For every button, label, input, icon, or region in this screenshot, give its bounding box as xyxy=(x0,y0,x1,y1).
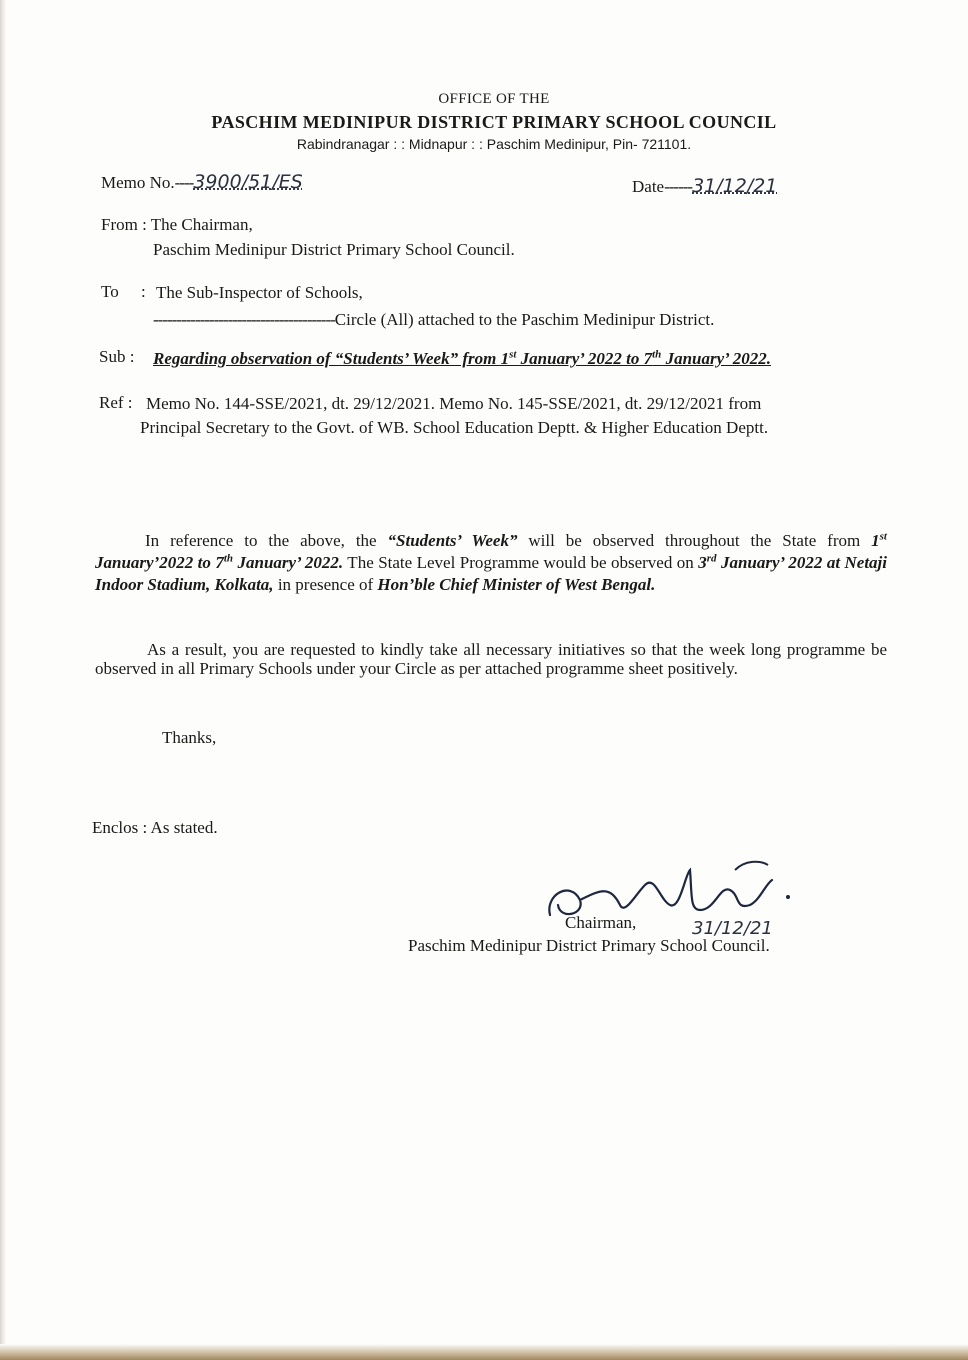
p1-e-sup: th xyxy=(223,552,234,565)
memo-line xyxy=(101,171,303,193)
p1-f: January’ 2022. xyxy=(233,553,344,572)
memo-number: 3900/51/ES xyxy=(193,171,303,193)
memo-label: Memo No. xyxy=(101,173,175,192)
subject-sup-a: st xyxy=(509,348,517,361)
p1-j: in presence of xyxy=(273,575,378,594)
p1-students-week: “Students’ Week” xyxy=(387,531,518,550)
thanks-text: Thanks, xyxy=(162,728,217,747)
p1-d: 1 xyxy=(871,531,880,550)
subject-part-c: January’ 2022. xyxy=(661,349,772,368)
date-label: Date xyxy=(632,177,665,196)
subject-text xyxy=(153,349,771,369)
p1-i: January’ 2022 at Netaji Indoor Stadium, Kolkata, xyxy=(95,553,887,594)
p1-h: 3 xyxy=(698,553,707,572)
date-dots: ------ xyxy=(664,177,693,196)
header-office-of-the: OFFICE OF THE xyxy=(438,91,550,107)
p1-g: The State Level Programme would be observed on xyxy=(343,553,699,572)
to-line1: The Sub-Inspector of Schools, xyxy=(156,283,363,302)
p1-h-sup: rd xyxy=(706,552,717,565)
subject-part-b: January’ 2022 to 7 xyxy=(516,349,653,368)
p1-chief-minister: Hon’ble Chief Minister of West Bengal. xyxy=(377,575,656,594)
to-label: To xyxy=(101,282,119,301)
memo-dots: ---- xyxy=(174,173,194,192)
body-paragraph-2: As a result, you are requested to kindly take all necessary initiatives so that the week long programme be observed in all Primary Schools under your Circle as per attached programme sheet positively. xyxy=(95,640,887,678)
date-line xyxy=(632,175,777,197)
to-colon: : xyxy=(141,282,146,301)
signature-council: Paschim Medinipur District Primary School Council. xyxy=(408,936,770,955)
subject-sup-b: th xyxy=(652,348,662,361)
header-council-name: PASCHIM MEDINIPUR DISTRICT PRIMARY SCHOOL COUNCIL xyxy=(211,112,777,132)
page-bottom-edge xyxy=(0,1344,968,1360)
signature-handwritten-date: 31/12/21 xyxy=(692,918,773,939)
p1-e: January’2022 to 7 xyxy=(95,553,224,572)
from-line2: Paschim Medinipur District Primary School Council. xyxy=(153,240,515,259)
subject-part-a: Regarding observation of “Students’ Week” from 1 xyxy=(153,349,510,368)
subject-label: Sub : xyxy=(99,347,135,366)
p1-a: In reference to the above, the xyxy=(145,531,388,550)
p1-d-sup: st xyxy=(879,530,887,543)
from-label: From : The Chairman, xyxy=(101,215,253,234)
ref-line1: Memo No. 144-SSE/2021, dt. 29/12/2021. Memo No. 145-SSE/2021, dt. 29/12/2021 from xyxy=(146,394,762,413)
p1-c: will be observed throughout the State from xyxy=(517,531,872,550)
page-shadow-left xyxy=(0,0,6,1360)
memo-date: 31/12/21 xyxy=(692,175,778,197)
to-line2 xyxy=(153,310,714,330)
to-dashes: --------------------------------------- xyxy=(153,310,335,329)
header-address: Rabindranagar : : Midnapur : : Paschim Medinipur, Pin- 721101. xyxy=(296,136,692,152)
signature-title: Chairman, xyxy=(565,913,637,932)
ref-line2: Principal Secretary to the Govt. of WB. School Education Deptt. & Higher Education Deptt. xyxy=(140,418,769,437)
body-paragraph-1 xyxy=(95,530,887,596)
enclosure-text: Enclos : As stated. xyxy=(92,818,218,837)
ref-label: Ref : xyxy=(99,393,133,412)
to-line2-text: Circle (All) attached to the Paschim Medinipur District. xyxy=(334,310,715,329)
